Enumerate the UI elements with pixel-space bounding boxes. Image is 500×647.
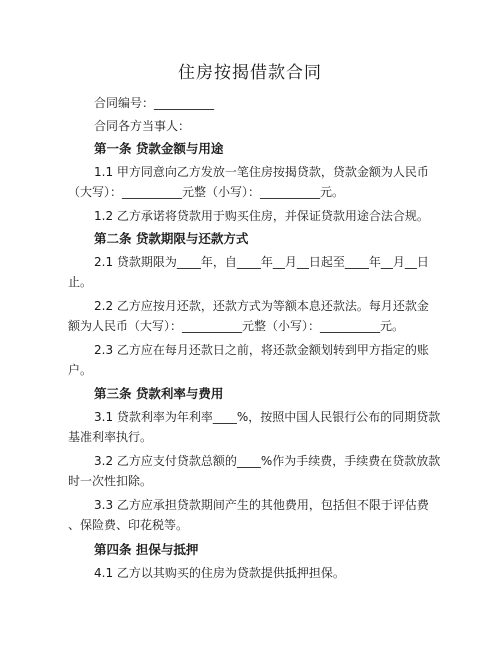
clause-4-1-line-1: 4.1 乙方以其购买的住房为贷款提供抵押担保。	[94, 566, 345, 580]
section-1-heading: 第一条 贷款金额与用途	[94, 141, 224, 156]
section-2-heading: 第二条 贷款期限与还款方式	[94, 231, 249, 246]
section-4-heading: 第四条 担保与抵押	[94, 542, 199, 557]
clause-2-3-line-1: 2.3 乙方应在每月还款日之前，将还款金额划转到甲方指定的账	[94, 343, 429, 357]
clause-1-1-line-1: 1.1 甲方同意向乙方发放一笔住房按揭贷款，贷款金额为人民币	[94, 165, 429, 179]
clause-1-2-line-1: 1.2 乙方承诺将贷款用于购买住房，并保证贷款用途合法合规。	[94, 209, 429, 223]
clause-2-3-line-2: 户。	[68, 363, 93, 377]
contract-number-line: 合同编号：__________	[94, 96, 215, 110]
parties-line: 合同各方当事人：	[94, 119, 191, 133]
clause-2-2-line-1: 2.2 乙方应按月还款，还款方式为等额本息还款法。每月还款金	[94, 299, 429, 313]
clause-2-1-line-2: 止。	[68, 275, 93, 289]
section-3-heading: 第三条 贷款利率与费用	[94, 386, 224, 401]
clause-3-2-line-1: 3.2 乙方应支付贷款总额的____%作为手续费，手续费在贷款放款	[94, 454, 441, 468]
clause-3-3-line-1: 3.3 乙方应承担贷款期间产生的其他费用，包括但不限于评估费	[94, 498, 429, 512]
clause-2-2-line-2: 额为人民币（大写）：__________元整（小写）：__________元。	[68, 319, 405, 333]
clause-3-2-line-2: 时一次性扣除。	[68, 474, 153, 488]
clause-3-1-line-1: 3.1 贷款利率为年利率____%，按照中国人民银行公布的同期贷款	[94, 410, 441, 424]
document-title: 住房按揭借款合同	[178, 63, 322, 83]
clause-2-1-line-1: 2.1 贷款期限为____年，自____年__月__日起至____年__月__日	[94, 255, 429, 269]
clause-3-1-line-2: 基准利率执行。	[68, 430, 153, 444]
clause-1-1-line-2: （大写）：__________元整（小写）：__________元。	[68, 185, 345, 199]
clause-3-3-line-2: 、保险费、印花税等。	[68, 518, 189, 532]
